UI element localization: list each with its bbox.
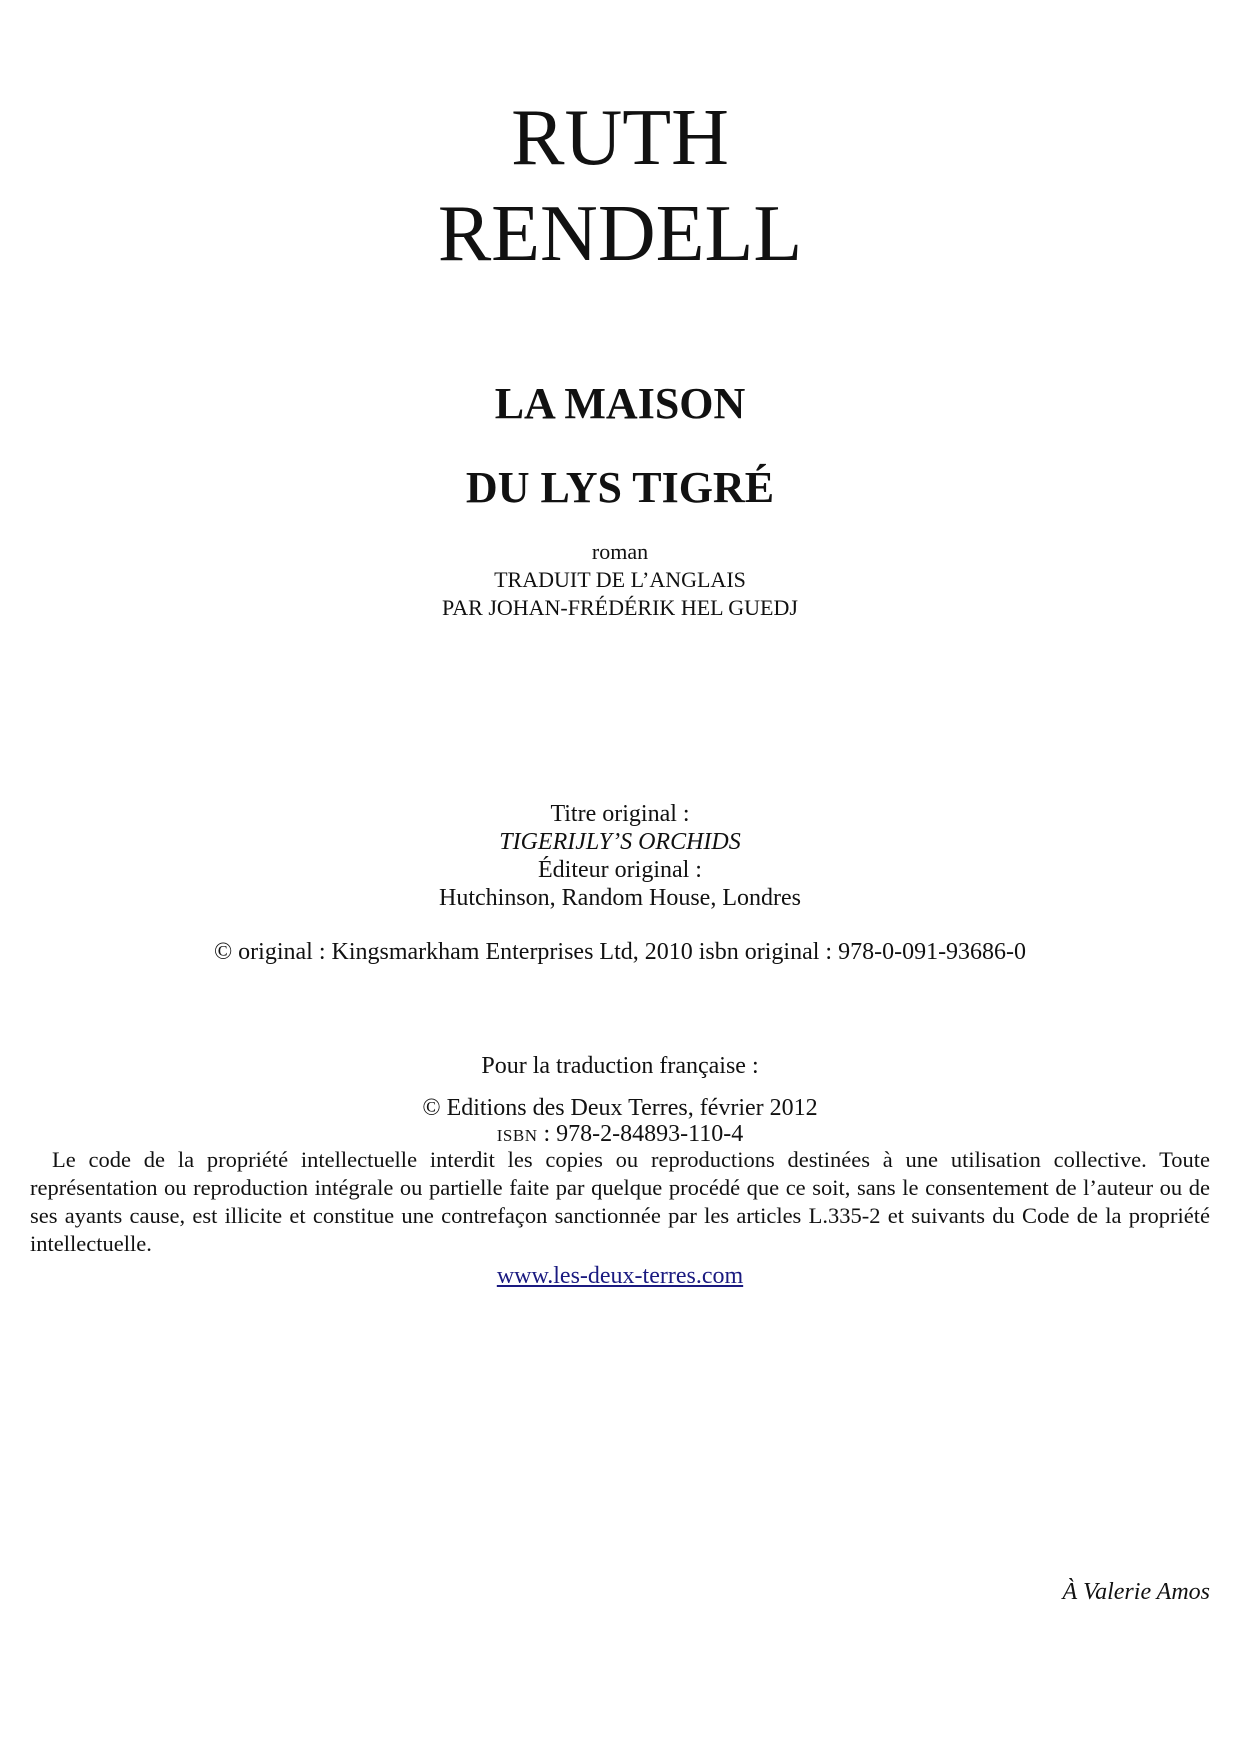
- isbn-value: : 978-2-84893-110-4: [537, 1121, 744, 1147]
- original-publisher-label: Éditeur original :: [538, 857, 702, 883]
- original-publisher-value: Hutchinson, Random House, Londres: [439, 885, 801, 911]
- author-line-2: RENDELL: [437, 190, 803, 278]
- publisher-website-link[interactable]: www.les-deux-terres.com: [496, 1263, 744, 1289]
- author-line-1: RUTH: [511, 94, 729, 182]
- subtitle-block: [0, 538, 1240, 622]
- isbn-label: ISBN: [496, 1126, 538, 1145]
- legal-notice: Le code de la propriété intellectuelle interdit les copies ou reproductions destinées à une utilisation collective. Toute représentation ou reproduction intégrale ou partielle faite par quelque procédé que ce soit, sans le consentement de l’auteur ou de ses ayants cause, est illicite et constitue une contrefaçon sanctionnée par les articles L.335-2 et suivants du Code de la propriété intellectuelle.: [30, 1147, 1210, 1256]
- translation-note: TRADUIT DE L’ANGLAIS: [494, 567, 746, 592]
- french-copyright: © Editions des Deux Terres, février 2012: [422, 1095, 818, 1121]
- original-edition-block: [0, 800, 1240, 912]
- dedication: À Valerie Amos: [1062, 1579, 1210, 1605]
- book-title-line-2: DU LYS TIGRÉ: [465, 463, 775, 512]
- french-translation-label: Pour la traduction française :: [481, 1053, 759, 1079]
- book-title-line-1: LA MAISON: [494, 379, 746, 428]
- original-title-value: TIGERIJLY’S ORCHIDS: [499, 829, 741, 855]
- original-copyright: © original : Kingsmarkham Enterprises Ltd, 2010 isbn original : 978-0-091-93686-0: [213, 939, 1027, 965]
- original-title-label: Titre original :: [550, 801, 690, 827]
- translator-name: PAR JOHAN-FRÉDÉRIK HEL GUEDJ: [442, 595, 798, 620]
- website-line: [0, 1262, 1240, 1290]
- author-name: [0, 90, 1240, 282]
- genre-label: roman: [591, 539, 649, 564]
